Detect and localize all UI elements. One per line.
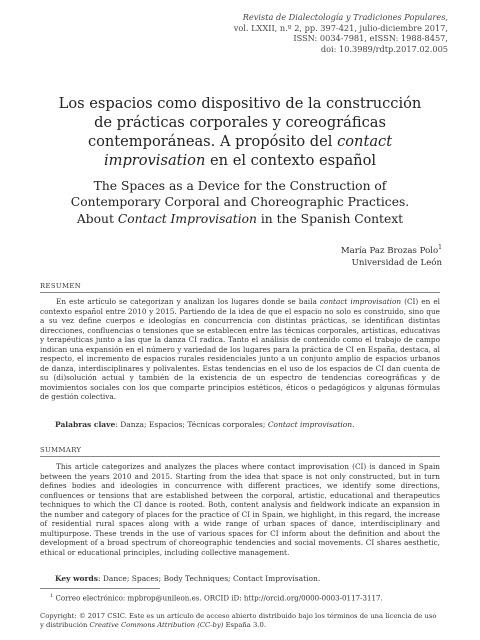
title-en-italic: Contact Improvisation bbox=[117, 211, 257, 226]
keywords-text: . bbox=[352, 420, 355, 429]
resumen-rule bbox=[40, 292, 440, 293]
copyright-notice bbox=[40, 612, 440, 630]
summary-keywords bbox=[55, 574, 440, 584]
keywords-italic: Contact improvisation bbox=[267, 420, 353, 429]
title-es-italic: improvisation bbox=[103, 152, 206, 169]
copyright-text: España 3.0. bbox=[223, 621, 266, 629]
title-es-italic: contact bbox=[337, 133, 393, 150]
title-es-text: en el contexto español bbox=[205, 152, 377, 169]
resumen-text: (CI) en el contexto español entre 2010 y 2015. Partiendo de la idea de que el espacio no solo es construido, sino que a su vez define cuerpos e ideologías en concurrencia con distintas prácticas, se identifican distintas direcciones, confluencias o tensiones que se establecen entre las técnicas corporales, artísticas, educativas y terapéuticas junto a las que la danza CI radica. Tanto el análisis de contenido como el trabajo de campo indican una expansión en el número y variedad de los lugares para la práctica de CI en España, destaca, al respecto, el incremento de espacios rurales residenciales junto a un conjunto amplio de espacios urbanos de danza, interdisciplinares y polivalentes. Estas tendencias en el uso de los espacios de CI dan cuenta de su (di)solución actual y también de la existencia de un espectro de tendencias coreográficas y de movimientos sociales con los que comparte principios estéticos, éticos o pedagógicos y algunas fórmulas de gestión colectiva. bbox=[40, 297, 441, 402]
resumen-italic: contact improvisation bbox=[319, 297, 402, 306]
author-affiliation: Universidad de León bbox=[351, 257, 442, 268]
summary-heading: SUMMARY bbox=[40, 446, 82, 454]
resumen-text: En este artículo se categorizan y analizan los lugares donde se baila bbox=[56, 297, 320, 306]
title-en-line: Contemporary Corporal and Choreographic Practices. bbox=[70, 195, 410, 210]
title-es-line bbox=[40, 132, 440, 151]
footnote-rule bbox=[40, 588, 160, 589]
title-es-text: contemporáneas. A propósito del bbox=[87, 133, 338, 150]
title-es-line: de prácticas corporales y coreográficas bbox=[94, 114, 386, 131]
author-block bbox=[341, 242, 442, 269]
title-english bbox=[40, 178, 440, 227]
keywords-text: : Dance; Spaces; Body Techniques; Contact Improvisation. bbox=[97, 574, 321, 583]
footnote bbox=[40, 592, 440, 602]
title-es-line: Los espacios como dispositivo de la construcción bbox=[58, 95, 422, 112]
title-en-line: The Spaces as a Device for the Construction of bbox=[93, 179, 387, 193]
keywords-text: : Danza; Espacios; Técnicas corporales; bbox=[115, 420, 268, 429]
summary-paragraph: This article categorizes and analyzes the places where contact improvisation (CI) is danced in Spain between the years 2010 and 2015. Starting from the idea that space is not only constructed, but in turn defines bodies and ideologies in concurrence with different practices, we identify some directions, confluences or tensions that are established between the corporal, artistic, educational and therapeutics techniques to which the CI dance is rooted. Both, content analysis and fieldwork indicate an expansion in the number and category of places for the practice of CI in Spain, we highlight, in this regard, the increase of residential rural spaces along with a wide range of urban spaces of dance, interdisciplinary and multipurpose. These trends in the use of various spaces for CI inform about the definition and about the development of a broad spectrum of choreographic tendencies and social movements. CI shares aesthetic, ethical or educational principles, including collective management. bbox=[40, 462, 440, 557]
author-name: María Paz Brozas Polo bbox=[340, 245, 439, 256]
title-en-text: About bbox=[76, 211, 118, 226]
keywords-label: Palabras clave bbox=[55, 420, 116, 429]
keywords-label: Key words bbox=[55, 574, 98, 583]
copyright-license: Creative Commons Attribution (CC-by) bbox=[89, 621, 224, 629]
resumen-keywords bbox=[55, 420, 440, 430]
title-en-line bbox=[40, 211, 440, 227]
journal-name: Revista de Dialectología y Tradiciones Populares, bbox=[242, 12, 448, 22]
footnote-mark: 1 bbox=[50, 593, 54, 599]
title-en-text: in the Spanish Context bbox=[256, 211, 404, 226]
title-es-line bbox=[40, 151, 440, 170]
footnote-text: Correo electrónico: mpbrop@unileon.es. ORCID iD: http://orcid.org/0000-0003-0117-3117. bbox=[53, 593, 383, 603]
copyright-text: Copyright: © 2017 CSIC. Este es un artículo de acceso abierto distribuido bajo los términos de una licencia de uso y distribución bbox=[40, 612, 437, 629]
journal-issn: ISSN: 0034-7981, eISSN: 1988-8457, bbox=[293, 33, 448, 44]
resumen-paragraph bbox=[40, 297, 440, 402]
author-footnote-mark: 1 bbox=[438, 244, 442, 251]
summary-rule bbox=[40, 456, 440, 457]
journal-header bbox=[148, 12, 448, 54]
journal-volume: vol. LXXII, n.º 2, pp. 397-421, julio-diciembre 2017, bbox=[233, 22, 448, 33]
resumen-heading: RESUMEN bbox=[40, 282, 82, 290]
journal-doi: doi: 10.3989/rdtp.2017.02.005 bbox=[320, 43, 448, 54]
title-spanish bbox=[40, 94, 440, 170]
